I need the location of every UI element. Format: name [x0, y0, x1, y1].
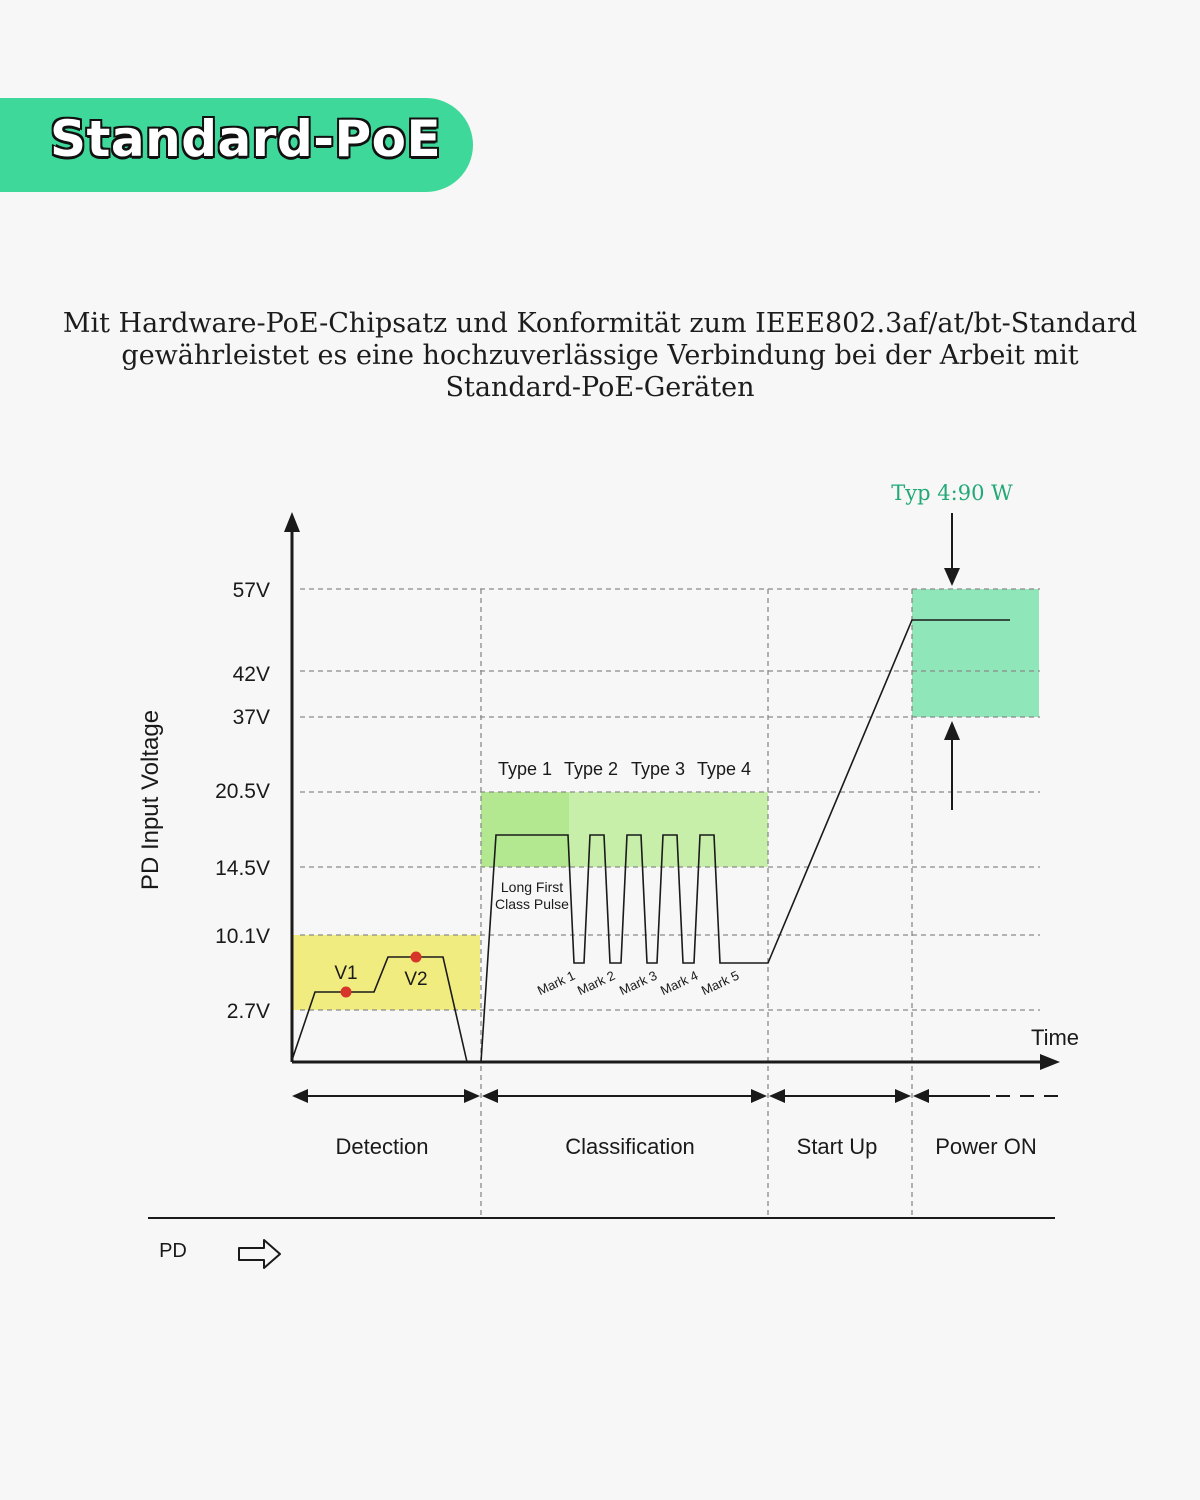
- phase-label-classification: Classification: [565, 1134, 695, 1159]
- power-label: Typ 4:90 W: [891, 481, 1013, 505]
- arrow-down-icon: [944, 568, 960, 586]
- subtitle-line-3: Standard-PoE-Geräten: [445, 372, 755, 403]
- subtitle-line-2: gewährleistet es eine hochzuverlässige Verbindung bei der Arbeit mit: [121, 340, 1079, 371]
- v1-label: V1: [334, 963, 358, 984]
- arrow-left-icon: [292, 1089, 308, 1103]
- y-axis-arrow-icon: [284, 512, 300, 532]
- mark-2-label: Mark 2: [574, 967, 618, 999]
- arrow-right-icon: [464, 1089, 480, 1103]
- type-1-label: Type 1: [497, 759, 553, 779]
- page-title: Standard-PoE: [50, 110, 442, 168]
- mark-4-label: Mark 4: [657, 967, 701, 999]
- voltage-label-42v: 42V: [232, 663, 270, 686]
- voltage-label-20-5v: 20.5V: [215, 780, 270, 803]
- voltage-label-10-1v: 10.1V: [215, 925, 270, 948]
- type-2-label: Type 2: [563, 759, 619, 779]
- subtitle-line-1: Mit Hardware-PoE-Chipsatz und Konformität zum IEEE802.3af/at/bt-Standard: [62, 308, 1138, 339]
- mark-3-label: Mark 3: [616, 967, 660, 999]
- long-pulse-label-line-1: Long First: [500, 879, 564, 895]
- phase-label-start-up: Start Up: [796, 1134, 878, 1159]
- power-zone: [912, 589, 1039, 717]
- arrow-left-icon: [913, 1089, 929, 1103]
- detection-point-v1: [341, 987, 352, 998]
- x-axis-arrow-icon: [1040, 1054, 1060, 1070]
- voltage-label-37v: 37V: [232, 706, 270, 729]
- v2-label: V2: [404, 969, 428, 990]
- phase-label-power-on: Power ON: [935, 1134, 1037, 1159]
- hollow-arrow-right-icon: [239, 1240, 280, 1268]
- y-axis-label: PD Input Voltage: [137, 709, 164, 891]
- arrow-left-icon: [769, 1089, 785, 1103]
- arrow-right-icon: [895, 1089, 911, 1103]
- mark-5-label: Mark 5: [698, 967, 742, 999]
- arrow-left-icon: [482, 1089, 498, 1103]
- voltage-label-14-5v: 14.5V: [215, 857, 270, 880]
- voltage-label-57v: 57V: [232, 579, 270, 602]
- detection-point-v2: [411, 952, 422, 963]
- x-axis-label: Time: [1030, 1025, 1080, 1050]
- mark-1-label: Mark 1: [534, 967, 578, 999]
- phase-label-detection: Detection: [335, 1134, 429, 1159]
- long-pulse-label-line-2: Class Pulse: [495, 896, 569, 912]
- type-4-label: Type 4: [696, 759, 752, 779]
- arrow-up-icon: [944, 721, 960, 740]
- arrow-right-icon: [751, 1089, 767, 1103]
- voltage-label-2-7v: 2.7V: [226, 1000, 270, 1023]
- footer-pd-label: PD: [159, 1240, 187, 1262]
- type-3-label: Type 3: [630, 759, 686, 779]
